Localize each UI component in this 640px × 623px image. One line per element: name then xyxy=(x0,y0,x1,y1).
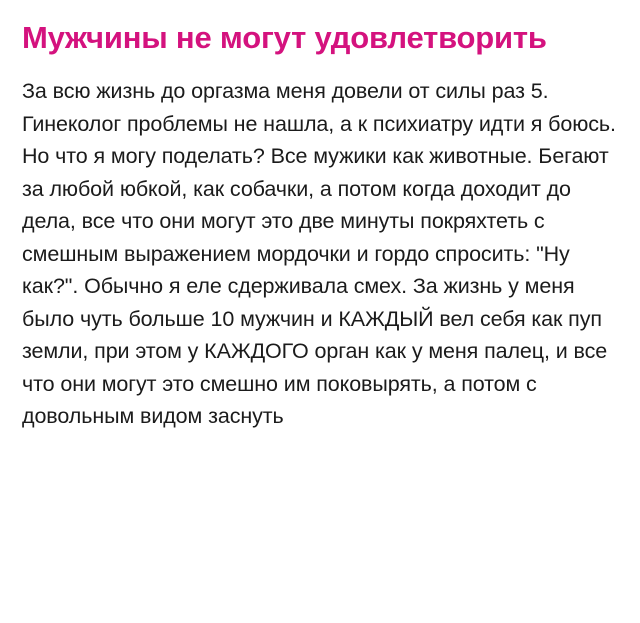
post-body-text: За всю жизнь до оргазма меня довели от силы раз 5. Гинеколог проблемы не нашла, а к психиатру идти я боюсь. Но что я могу поделать? Все мужики как животные. Бегают за любой юбкой, как собачки, а потом когда доходит до дела, все что они могут это две минуты покряхтеть с смешным выражением мордочки и гордо спросить: "Ну как?". Обычно я еле сдерживала смех. За жизнь у меня было чуть больше 10 мужчин и КАЖДЫЙ вел себя как пуп земли, при этом у КАЖДОГО орган как у меня палец, и все что они могут это смешно им поковырять, а потом с довольным видом заснуть xyxy=(22,79,622,428)
page-title: Мужчины не могут удовлетворить xyxy=(22,20,547,55)
